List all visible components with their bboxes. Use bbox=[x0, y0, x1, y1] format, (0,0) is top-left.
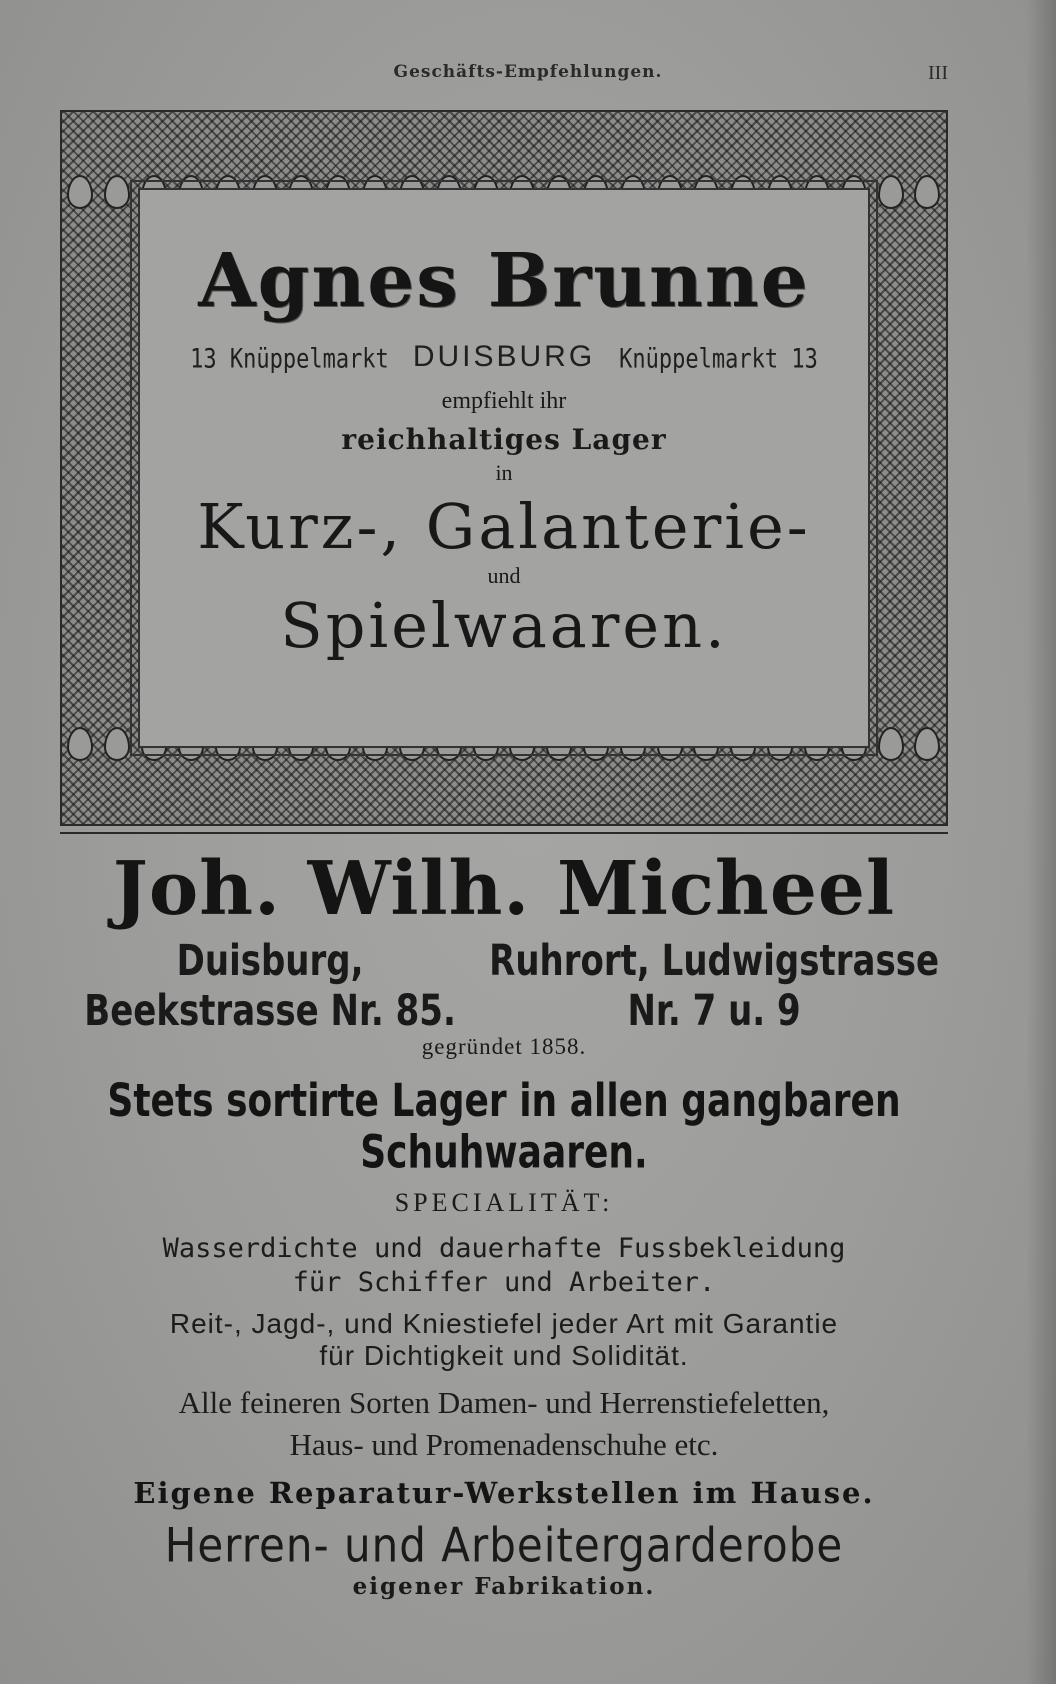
address-left: 13 Knüppelmarkt bbox=[190, 344, 389, 375]
tagline: Stets sortirte Lager in allen gangbaren Schuhwaaren. bbox=[107, 1076, 901, 1179]
fine-shoes-text bbox=[60, 1382, 948, 1466]
branch-ruhrort: Ruhrort, Ludwigstrasse Nr. 7 u. 9 bbox=[489, 936, 940, 1036]
advert-title: Agnes Brunne bbox=[198, 238, 810, 324]
specialty-text bbox=[60, 1232, 948, 1300]
running-title: Geschäfts-Empfehlungen. bbox=[393, 62, 663, 82]
text-line-bold: reichhaltiges Lager bbox=[341, 423, 667, 456]
branch-duisburg: Duisburg, Beekstrasse Nr. 85. bbox=[84, 936, 456, 1036]
text-line: Alle feineren Sorten Damen- und Herrenstiefeletten, bbox=[178, 1385, 830, 1420]
city-name: DUISBURG bbox=[412, 340, 596, 373]
text-line: für Dichtigkeit und Solidität. bbox=[319, 1340, 689, 1371]
garments-line: Herren- und Arbeitergarderobe bbox=[164, 1518, 844, 1573]
page-number: III bbox=[928, 62, 948, 84]
specialty-heading: SPECIALITÄT: bbox=[394, 1188, 614, 1217]
address-line bbox=[138, 340, 870, 374]
fabrication-line: eigener Fabrikation. bbox=[352, 1573, 656, 1600]
text-line: Wasserdichte und dauerhafte Fussbekleidung bbox=[162, 1233, 846, 1264]
advert-micheel bbox=[60, 846, 948, 1600]
goods-line: Spielwaaren. bbox=[280, 589, 728, 662]
address-right: Knüppelmarkt 13 bbox=[619, 344, 818, 375]
text-line: Haus- und Promenadenschuhe etc. bbox=[289, 1427, 719, 1462]
text-line: in bbox=[495, 460, 513, 485]
workshop-line: Eigene Reparatur-Werkstellen im Hause. bbox=[133, 1476, 875, 1510]
founded-line: gegründet 1858. bbox=[421, 1034, 587, 1059]
advert-title: Joh. Wilh. Micheel bbox=[112, 846, 896, 932]
text-line: für Schiffer und Arbeiter. bbox=[292, 1267, 716, 1298]
text-line: Reit-, Jagd-, und Kniestiefel jeder Art mit Garantie bbox=[169, 1308, 839, 1339]
branch-addresses bbox=[60, 936, 948, 1036]
text-line: und bbox=[487, 563, 521, 588]
boots-text bbox=[60, 1308, 948, 1372]
text-line: empfiehlt ihr bbox=[441, 388, 567, 414]
advert-agnes-brunne bbox=[138, 188, 870, 748]
ornamental-border bbox=[60, 110, 948, 826]
goods-line: Kurz-, Galanterie- bbox=[197, 490, 811, 563]
divider-rule bbox=[60, 832, 948, 834]
